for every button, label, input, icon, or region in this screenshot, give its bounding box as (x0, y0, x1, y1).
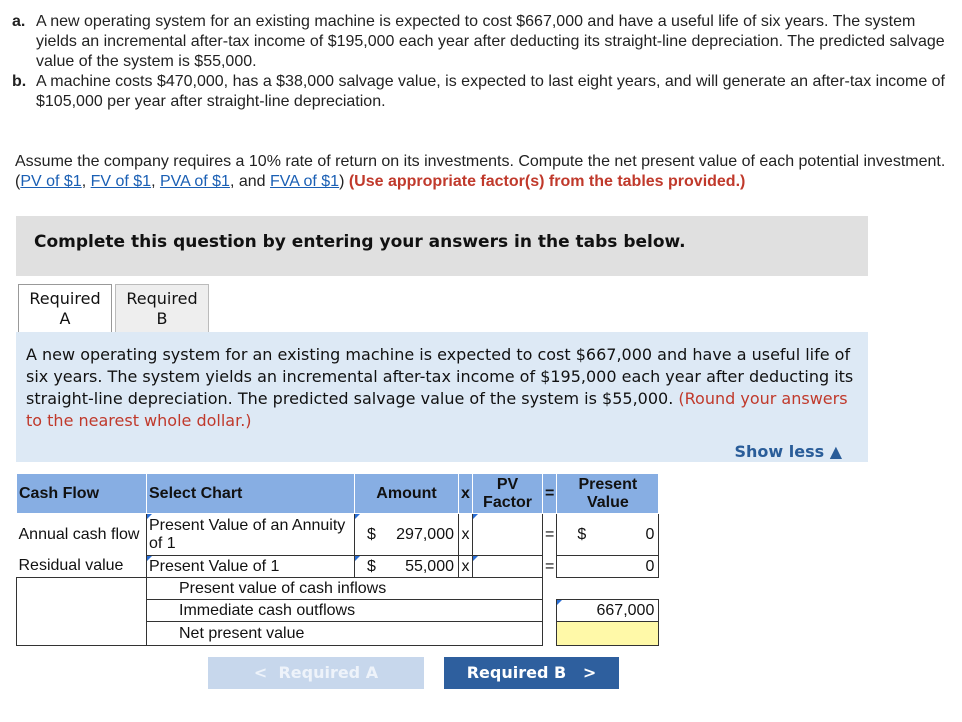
amount-input[interactable] (355, 556, 459, 578)
chart-select[interactable]: Present Value of 1 (147, 556, 355, 578)
tab-label-line2: B (156, 309, 168, 328)
pv-factor-input[interactable] (473, 514, 543, 556)
present-value: 0 (645, 557, 655, 575)
problem-item-text: A machine costs $470,000, has a $38,000 salvage value, is expected to last eight years, and will generate an after-tax income of $105,000 per year after straight-line depreciation. (36, 73, 945, 110)
spacer-cell (543, 578, 557, 600)
complete-banner (16, 216, 868, 276)
header-pv-factor-line2: Factor (483, 493, 532, 511)
outflows-input[interactable]: 667,000 (557, 600, 659, 622)
assumption-prefix: Assume the company requires a 10% rate of return on its investments. Compute the net present value of each potential investment. ( (15, 153, 946, 190)
separator: , (81, 173, 91, 190)
prev-button-label: Required A (278, 663, 379, 682)
header-pv-factor (473, 474, 543, 514)
problem-item-label: b. (12, 73, 27, 90)
inflows-label: Present value of cash inflows (147, 578, 543, 600)
tab-label-line2: A (59, 309, 71, 328)
fva-of-1-link[interactable]: FVA of $1 (269, 173, 340, 190)
factor-instruction: (Use appropriate factor(s) from the tables provided.) (348, 173, 746, 190)
present-value: 0 (645, 525, 655, 543)
problem-statement (12, 12, 952, 112)
next-required-b-button[interactable] (444, 657, 619, 689)
show-less-link[interactable] (734, 442, 842, 461)
header-pv-factor-line1: PV (496, 475, 519, 493)
present-value-cell (557, 556, 659, 578)
assumption-suffix: ) (339, 173, 349, 190)
dollar-sign: $ (577, 525, 587, 543)
header-multiply: x (459, 474, 473, 514)
fv-of-1-link[interactable]: FV of $1 (90, 173, 152, 190)
separator: , (151, 173, 160, 190)
next-button-label: Required B (466, 663, 567, 682)
spacer-cell (543, 622, 557, 646)
problem-item-label: a. (12, 13, 26, 30)
chevron-left-icon: < (253, 663, 268, 682)
present-value-cell (557, 514, 659, 556)
pv-factor-input[interactable] (473, 556, 543, 578)
header-pv-line1: Present (578, 475, 638, 493)
multiply-sign: x (459, 514, 473, 556)
problem-item-a (12, 12, 952, 72)
pv-of-1-link[interactable]: PV of $1 (20, 173, 82, 190)
show-less-label: Show less (734, 442, 825, 461)
tab-label-line1: Required (126, 289, 198, 308)
equals-sign: = (545, 525, 555, 543)
amount-value: 55,000 (405, 557, 454, 575)
question-body: A new operating system for an existing machine is expected to cost $667,000 and have a useful life of six years. The system yields an incremental after-tax income of $195,000 each year after deducting its straight-line depreciation. The predicted salvage value of the system is $55,000. (26, 345, 854, 408)
npv-value (557, 622, 659, 646)
tab-label-line1: Required (29, 289, 101, 308)
npv-label: Net present value (147, 622, 543, 646)
separator: , and (229, 173, 270, 190)
table-header-row (17, 474, 659, 514)
amount-value: 297,000 (396, 525, 454, 543)
header-cash-flow: Cash Flow (17, 474, 147, 514)
header-equals: = (543, 474, 557, 514)
complete-banner-text: Complete this question by entering your answers in the tabs below. (34, 232, 686, 252)
question-panel (16, 332, 868, 462)
table-row (17, 514, 659, 556)
chart-select[interactable]: Present Value of an Annuity of 1 (147, 514, 355, 556)
cash-flow-label: Residual value (18, 557, 124, 575)
empty-cell (17, 578, 147, 646)
spacer-cell (543, 600, 557, 622)
problem-item-b (12, 72, 952, 112)
problem-item-text: A new operating system for an existing machine is expected to cost $667,000 and have a useful life of six years. The system yields an incremental after-tax income of $195,000 each year after deducting its straight-line depreciation. The predicted salvage value of the system is $55,000. (36, 13, 945, 70)
pva-of-1-link[interactable]: PVA of $1 (159, 173, 230, 190)
npv-table (16, 473, 659, 646)
dollar-sign: $ (367, 525, 376, 543)
cash-flow-label: Annual cash flow (18, 525, 140, 543)
table-row (17, 556, 659, 578)
header-present-value (557, 474, 659, 514)
assumption-text (15, 152, 955, 192)
tab-required-a[interactable] (18, 284, 112, 332)
prev-required-a-button[interactable] (208, 657, 424, 689)
outflows-label: Immediate cash outflows (147, 600, 543, 622)
chevron-right-icon: > (582, 663, 597, 682)
amount-input[interactable] (355, 514, 459, 556)
equals-sign: = (545, 557, 555, 575)
header-select-chart: Select Chart (147, 474, 355, 514)
table-row (17, 578, 659, 600)
tab-required-b[interactable] (115, 284, 209, 332)
multiply-sign: x (459, 556, 473, 578)
inflows-total (557, 578, 659, 600)
round-note: (Round your answers to the nearest whole dollar.) (26, 389, 848, 430)
dollar-sign: $ (367, 557, 376, 575)
header-pv-line2: Value (586, 493, 629, 511)
question-text (26, 344, 856, 432)
header-amount: Amount (355, 474, 459, 514)
triangle-up-icon: ▲ (829, 442, 842, 461)
